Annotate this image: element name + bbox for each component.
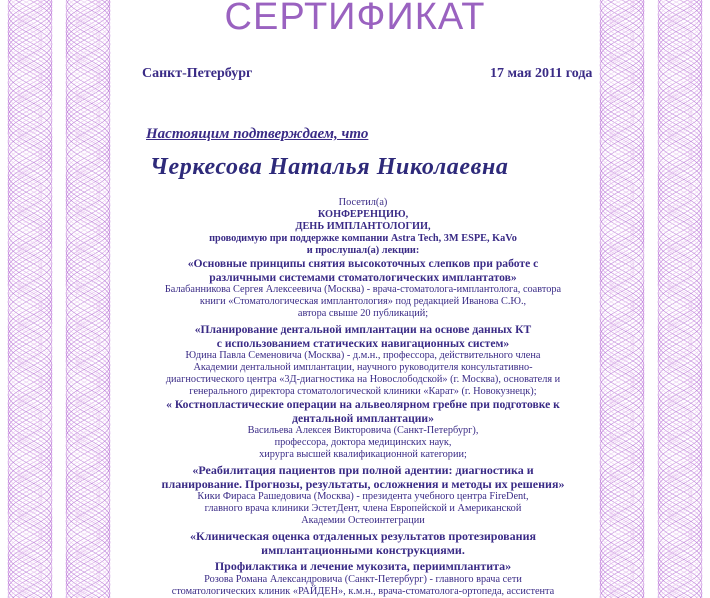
lecture-title-line: «Планирование дентальной имплантации на основе данных КТ: [194, 323, 532, 336]
lecture-speaker-line: Розова Романа Александровича (Санкт-Петербург) - главного врача сети: [204, 573, 522, 585]
lecture-4: [132, 464, 594, 527]
lecture-speaker-line: Балабанникова Сергея Алексеевича (Москва) - врача-стоматолога-имплантолога, соавтора: [164, 284, 562, 295]
sponsor-text: проводимую при поддержке компании Astra Tech, 3M ESPE, KaVo: [209, 233, 517, 244]
issue-date: 17 мая 2011 года: [490, 66, 593, 81]
lecture-speaker-line: хирурга высшей квалификационной категории;: [259, 449, 467, 460]
lecture-title-line: дентальной имплантации»: [292, 411, 434, 425]
lecture-2: [132, 323, 594, 398]
recipient-name: Черкесова Наталья Николаевна: [150, 154, 509, 180]
lecture-speaker-line: главного врача клиники ЭстетДент, члена Европейской и Американской: [204, 503, 522, 514]
lecture-title-line: « Костнопластические операции на альвеолярном гребне при подготовке к: [166, 398, 560, 411]
lecture-title-line: Профилактика и лечение мукозита, периимплантита»: [214, 559, 512, 573]
confirm-text: Настоящим подтверждаем, что: [146, 126, 369, 142]
lecture-title-line: «Клиническая оценка отдаленных результатов протезирования: [190, 529, 536, 543]
lecture-1: [132, 257, 594, 320]
guilloche-border-right: [586, 0, 710, 585]
lecture-speaker-line: Юдина Павла Семеновича (Москва) - д.м.н., профессора, действительного члена: [185, 350, 541, 361]
city: Санкт-Петербург: [142, 66, 253, 81]
lecture-speaker-line: генерального директора стоматологической клиники «Карат» (г. Новокузнецк);: [189, 386, 537, 397]
conference-label: КОНФЕРЕНЦИЮ,: [317, 209, 409, 220]
lecture-speaker-line: стоматологических клиник «РАЙДЕН», к.м.н., врача-стоматолога-ортопеда, ассистента: [171, 585, 555, 597]
lecture-speaker-line: книги «Стоматологическая имплантология» под редакцией Иванова С.Ю.,: [199, 296, 527, 307]
certificate-body: [132, 197, 594, 598]
lecture-5: [132, 530, 594, 598]
lecture-title-line: «Основные принципы снятия высокоточных слепков при работе с: [187, 257, 539, 270]
lecture-speaker-line: Академии Остеоинтеграции: [301, 515, 425, 526]
lecture-title-line: имплантационными конструкциями.: [261, 542, 465, 557]
certificate-title: СЕРТИФИКАТ: [224, 0, 486, 38]
lecture-speaker-line: автора свыше 20 публикаций;: [297, 308, 429, 319]
lecture-speaker-line: Академии дентальной имплантации, научного руководителя консультативно-: [193, 362, 533, 373]
lecture-title-line: планирование. Прогнозы, результаты, осложнения и методы их решения»: [161, 476, 565, 491]
lecture-title-line: с использованием статических навигационных систем»: [216, 336, 510, 350]
lecture-title-line: различными системами стоматологических имплантатов»: [209, 270, 517, 284]
lecture-speaker-line: диагностического центра «3Д-диагностика на Новослободской» (г. Москва), основателя и: [165, 374, 561, 385]
lecture-speaker-line: Васильева Алексея Викторовича (Санкт-Петербург),: [247, 425, 479, 436]
lecture-speaker-line: профессора, доктора медицинских наук,: [274, 437, 452, 448]
lectures-intro: и прослушал(а) лекции:: [306, 245, 420, 256]
attended-text: Посетил(а): [338, 197, 388, 208]
event-name: ДЕНЬ ИМПЛАНТОЛОГИИ,: [295, 221, 431, 232]
lecture-speaker-line: Кики Фираса Рашедовича (Москва) - президента учебного центра FireDent,: [197, 491, 529, 502]
guilloche-border-left: [0, 0, 124, 585]
lecture-title-line: «Реабилитация пациентов при полной адентии: диагностика и: [192, 463, 534, 477]
lecture-3: [132, 398, 594, 461]
